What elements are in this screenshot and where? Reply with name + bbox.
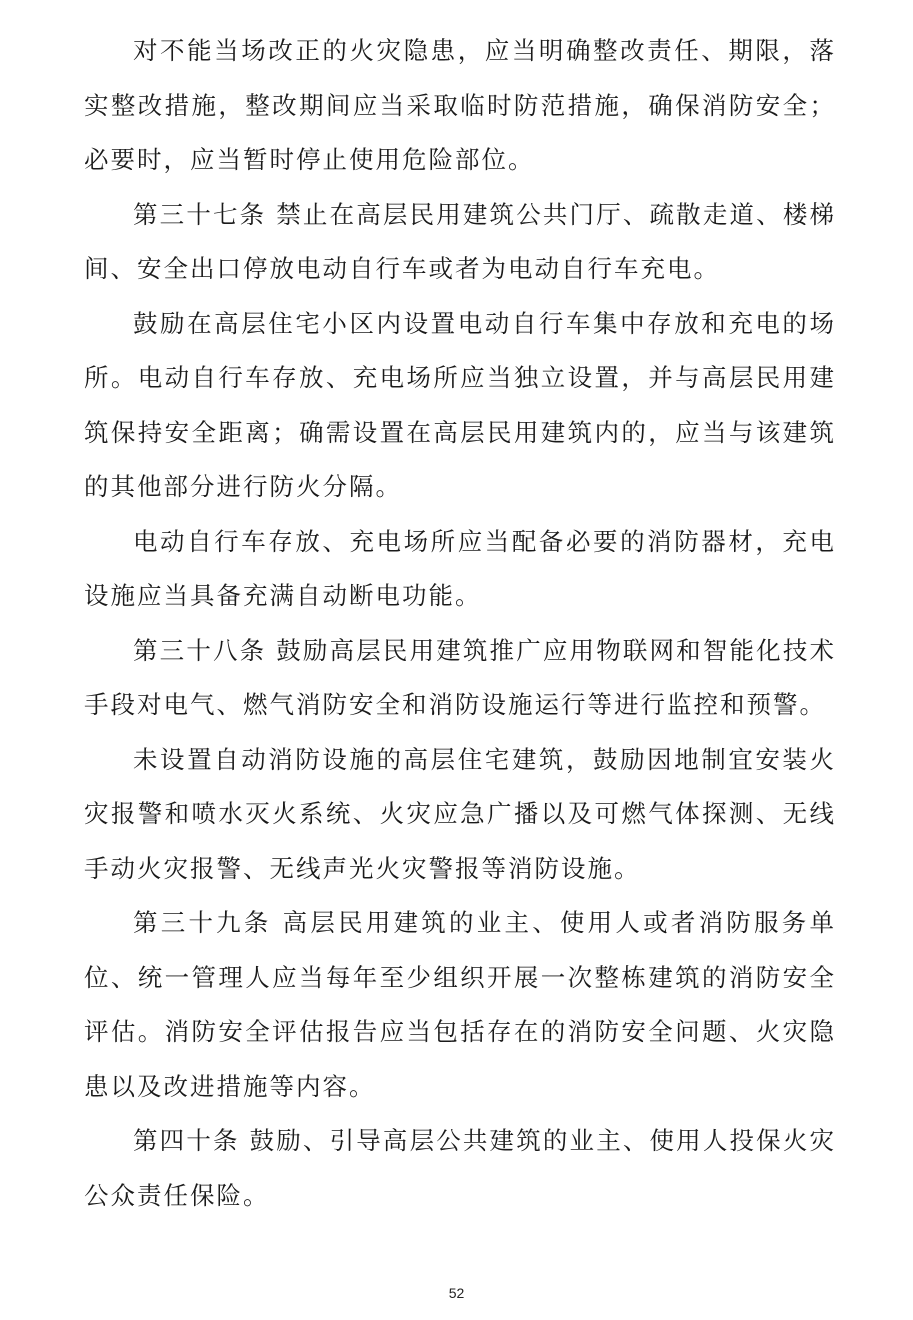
page-number: 52 <box>448 1285 465 1301</box>
paragraph-article-38: 第三十八条 鼓励高层民用建筑推广应用物联网和智能化技术手段对电气、燃气消防安全和消防设施运行等进行监控和预警。 <box>84 635 836 719</box>
paragraph-rectification-measures: 对不能当场改正的火灾隐患，应当明确整改责任、期限，落实整改措施，整改期间应当采取临时防范措施，确保消防安全；必要时，应当暂时停止使用危险部位。 <box>84 36 836 174</box>
paragraph-ebike-storage-sites: 鼓励在高层住宅小区内设置电动自行车集中存放和充电的场所。电动自行车存放、充电场所应当独立设置，并与高层民用建筑保持安全距离；确需设置在高层民用建筑内的，应当与该建筑的其他部分进行防火分隔。 <box>84 308 836 501</box>
paragraph-article-40: 第四十条 鼓励、引导高层公共建筑的业主、使用人投保火灾公众责任保险。 <box>84 1126 836 1210</box>
paragraph-article-37: 第三十七条 禁止在高层民用建筑公共门厅、疏散走道、楼梯间、安全出口停放电动自行车或者为电动自行车充电。 <box>84 199 836 283</box>
paragraph-residential-fire-facilities: 未设置自动消防设施的高层住宅建筑，鼓励因地制宜安装火灾报警和喷水灭火系统、火灾应急广播以及可燃气体探测、无线手动火灾报警、无线声光火灾警报等消防设施。 <box>84 744 836 883</box>
paragraph-article-39: 第三十九条 高层民用建筑的业主、使用人或者消防服务单位、统一管理人应当每年至少组织开展一次整栋建筑的消防安全评估。消防安全评估报告应当包括存在的消防安全问题、火灾隐患以及改进措施等内容。 <box>84 908 836 1101</box>
paragraph-ebike-fire-equipment: 电动自行车存放、充电场所应当配备必要的消防器材，充电设施应当具备充满自动断电功能。 <box>84 526 836 610</box>
document-body <box>84 24 836 1223</box>
